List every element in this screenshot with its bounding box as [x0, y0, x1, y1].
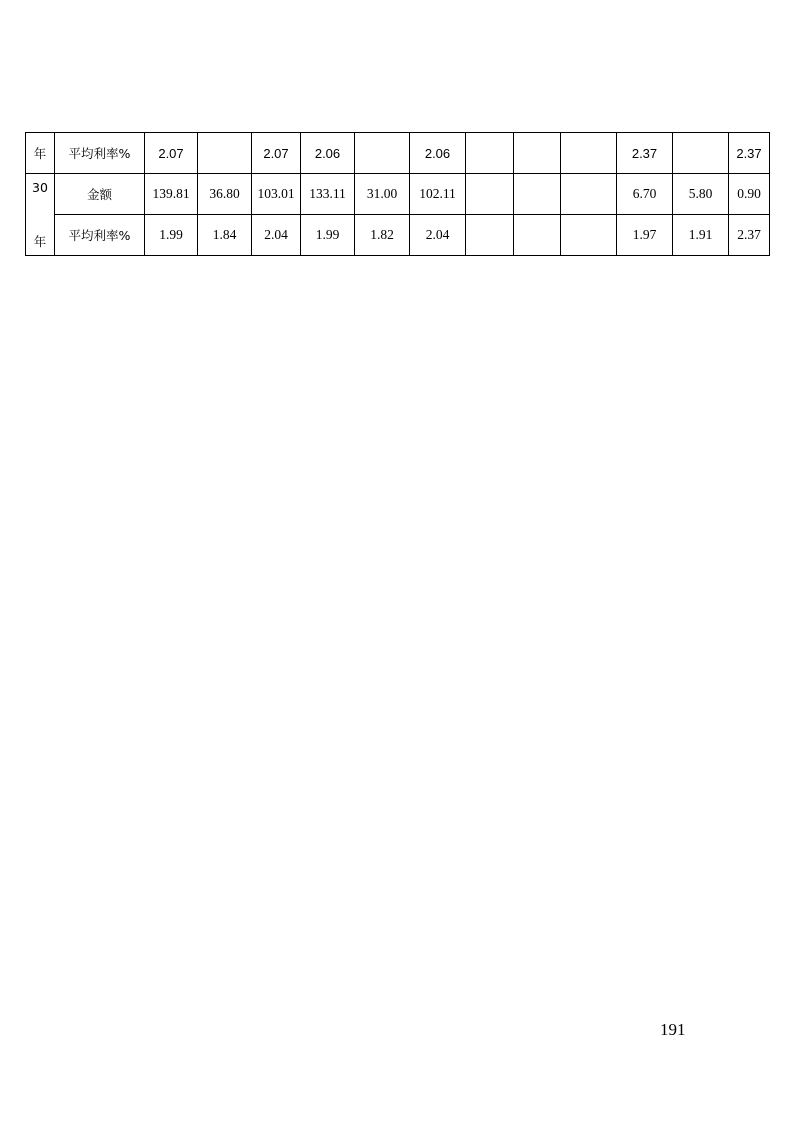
table-cell: [514, 133, 561, 174]
table-cell: 2.37: [729, 133, 770, 174]
table-cell: 5.80: [673, 174, 729, 215]
table-cell: 139.81: [145, 174, 198, 215]
table-cell: 1.99: [301, 215, 355, 256]
period-cell: 年: [26, 133, 55, 174]
table-cell: 31.00: [355, 174, 410, 215]
table-cell: 2.07: [252, 133, 301, 174]
page-number: 191: [660, 1020, 686, 1039]
table-row: [26, 174, 770, 215]
table-cell: 102.11: [410, 174, 466, 215]
table-cell: 2.37: [729, 215, 770, 256]
row-label: 平均利率%: [55, 215, 145, 256]
table-cell: 2.04: [252, 215, 301, 256]
interest-rate-table: [25, 132, 770, 256]
table-cell: [466, 133, 514, 174]
table-row: [26, 215, 770, 256]
table-cell: 1.82: [355, 215, 410, 256]
table-cell: 1.84: [198, 215, 252, 256]
table-cell: 36.80: [198, 174, 252, 215]
period-number: 30: [32, 179, 48, 195]
table-cell: 2.06: [410, 133, 466, 174]
row-label: 平均利率%: [55, 133, 145, 174]
table-cell: [466, 174, 514, 215]
table-cell: 2.06: [301, 133, 355, 174]
table-cell: [673, 133, 729, 174]
row-label: 金额: [55, 174, 145, 215]
period-unit: 年: [33, 233, 47, 249]
table-cell: 1.99: [145, 215, 198, 256]
table-cell: [198, 133, 252, 174]
table-cell: [561, 215, 617, 256]
table-cell: 1.91: [673, 215, 729, 256]
table-cell: 1.97: [617, 215, 673, 256]
period-cell: [26, 174, 55, 256]
table-row: [26, 133, 770, 174]
table-cell: 2.04: [410, 215, 466, 256]
table-cell: 6.70: [617, 174, 673, 215]
table-cell: [466, 215, 514, 256]
table-cell: [514, 174, 561, 215]
table-cell: [561, 174, 617, 215]
table-cell: [561, 133, 617, 174]
table-cell: 2.07: [145, 133, 198, 174]
table-cell: [514, 215, 561, 256]
table-cell: 2.37: [617, 133, 673, 174]
table-cell: [355, 133, 410, 174]
table-cell: 133.11: [301, 174, 355, 215]
table-cell: 103.01: [252, 174, 301, 215]
table-cell: 0.90: [729, 174, 770, 215]
